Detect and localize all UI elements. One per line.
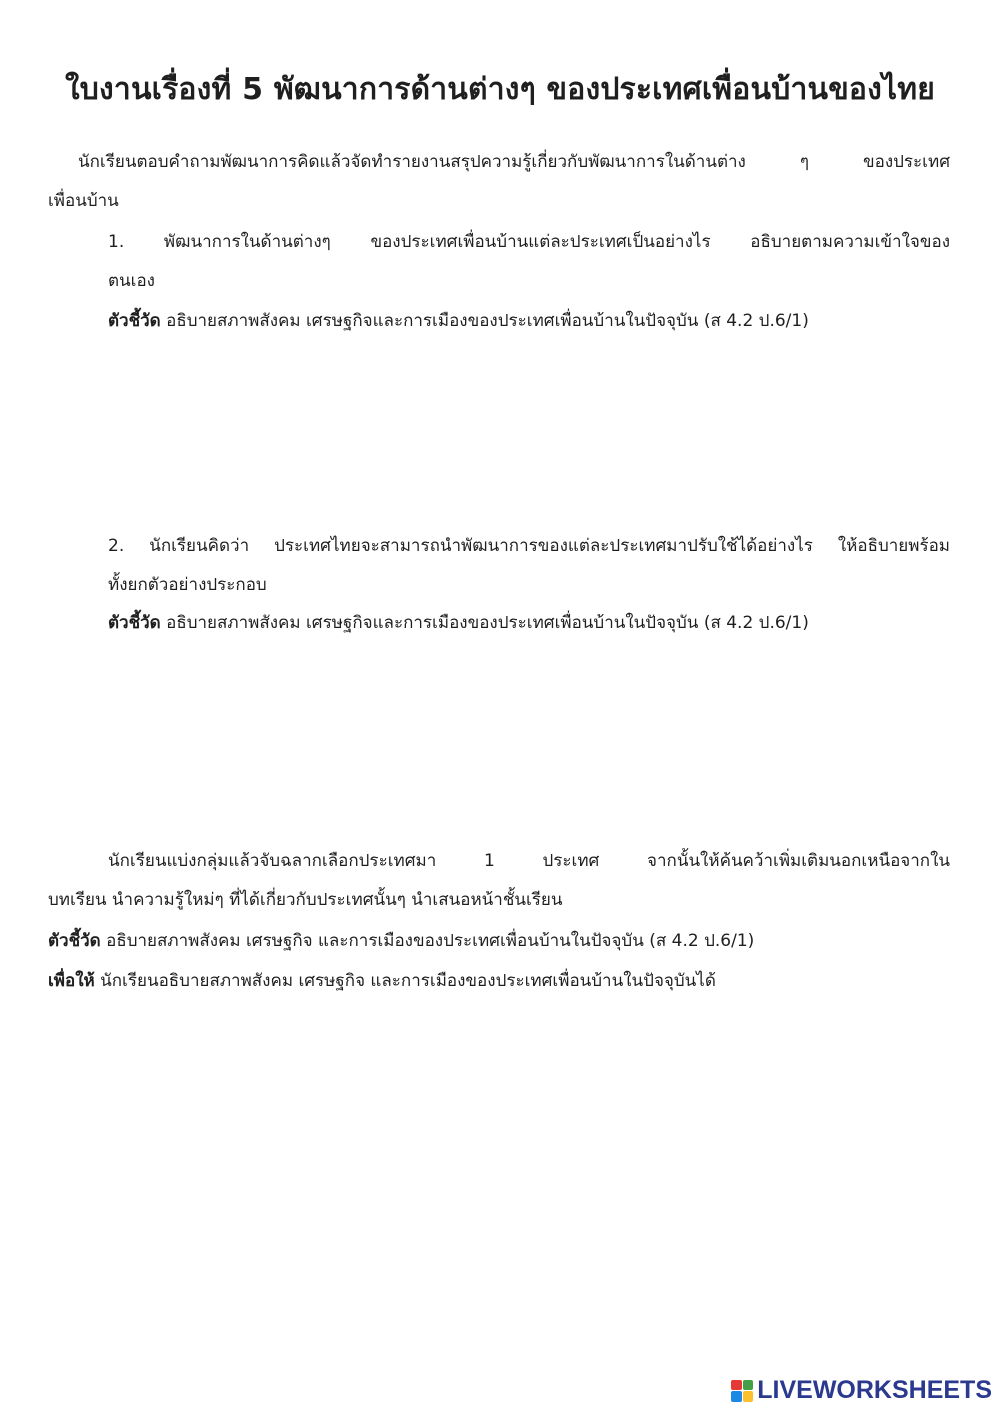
liveworksheets-logo-icon <box>731 1380 753 1402</box>
question-1-line-2: ตนเอง <box>108 271 155 291</box>
question-2-line-1: 2. นักเรียนคิดว่า ประเทศไทยจะสามารถนำพัฒนาการของแต่ละประเทศมาปรับใช้ได้อย่างไร ให้อธิบายพร้อม <box>108 536 950 556</box>
indicator-text: อธิบายสภาพสังคม เศรษฐกิจและการเมืองของประเทศเพื่อนบ้านในปัจจุบัน (ส 4.2 ป.6/1) <box>160 613 809 633</box>
purpose-text: นักเรียนอธิบายสภาพสังคม เศรษฐกิจ และการเมืองของประเทศเพื่อนบ้านในปัจจุบันได้ <box>94 971 716 991</box>
activity-indicator <box>48 929 754 953</box>
question-1-indicator <box>108 309 809 333</box>
intro-line-1: นักเรียนตอบคำถามพัฒนาการคิดแล้วจัดทำรายงานสรุปความรู้เกี่ยวกับพัฒนาการในด้านต่าง ๆ ของประเทศ <box>78 152 950 172</box>
indicator-text: อธิบายสภาพสังคม เศรษฐกิจและการเมืองของประเทศเพื่อนบ้านในปัจจุบัน (ส 4.2 ป.6/1) <box>160 311 809 331</box>
indicator-label: ตัวชี้วัด <box>108 613 161 633</box>
activity-line-2: บทเรียน นำความรู้ใหม่ๆ ที่ได้เกี่ยวกับประเทศนั้นๆ นำเสนอหน้าชั้นเรียน <box>48 890 563 910</box>
brand-name: LIVEWORKSHEETS <box>757 1376 992 1404</box>
indicator-label: ตัวชี้วัด <box>108 311 161 331</box>
indicator-text: อธิบายสภาพสังคม เศรษฐกิจ และการเมืองของประเทศเพื่อนบ้านในปัจจุบัน (ส 4.2 ป.6/1) <box>100 931 755 951</box>
activity-line-1: นักเรียนแบ่งกลุ่มแล้วจับฉลากเลือกประเทศมา 1 ประเทศ จากนั้นให้ค้นคว้าเพิ่มเติมนอกเหนือจากใน <box>108 851 950 871</box>
activity-purpose <box>48 969 716 993</box>
liveworksheets-logo <box>731 1376 992 1405</box>
worksheet-title: ใบงานเรื่องที่ 5 พัฒนาการด้านต่างๆ ของประเทศเพื่อนบ้านของไทย <box>64 72 936 107</box>
intro-line-2: เพื่อนบ้าน <box>48 191 119 211</box>
purpose-label: เพื่อให้ <box>48 971 95 991</box>
question-2-indicator <box>108 611 809 635</box>
indicator-label: ตัวชี้วัด <box>48 931 101 951</box>
question-1-line-1: 1. พัฒนาการในด้านต่างๆ ของประเทศเพื่อนบ้านแต่ละประเทศเป็นอย่างไร อธิบายตามความเข้าใจของ <box>108 232 950 252</box>
question-2-line-2: ทั้งยกตัวอย่างประกอบ <box>108 575 267 595</box>
